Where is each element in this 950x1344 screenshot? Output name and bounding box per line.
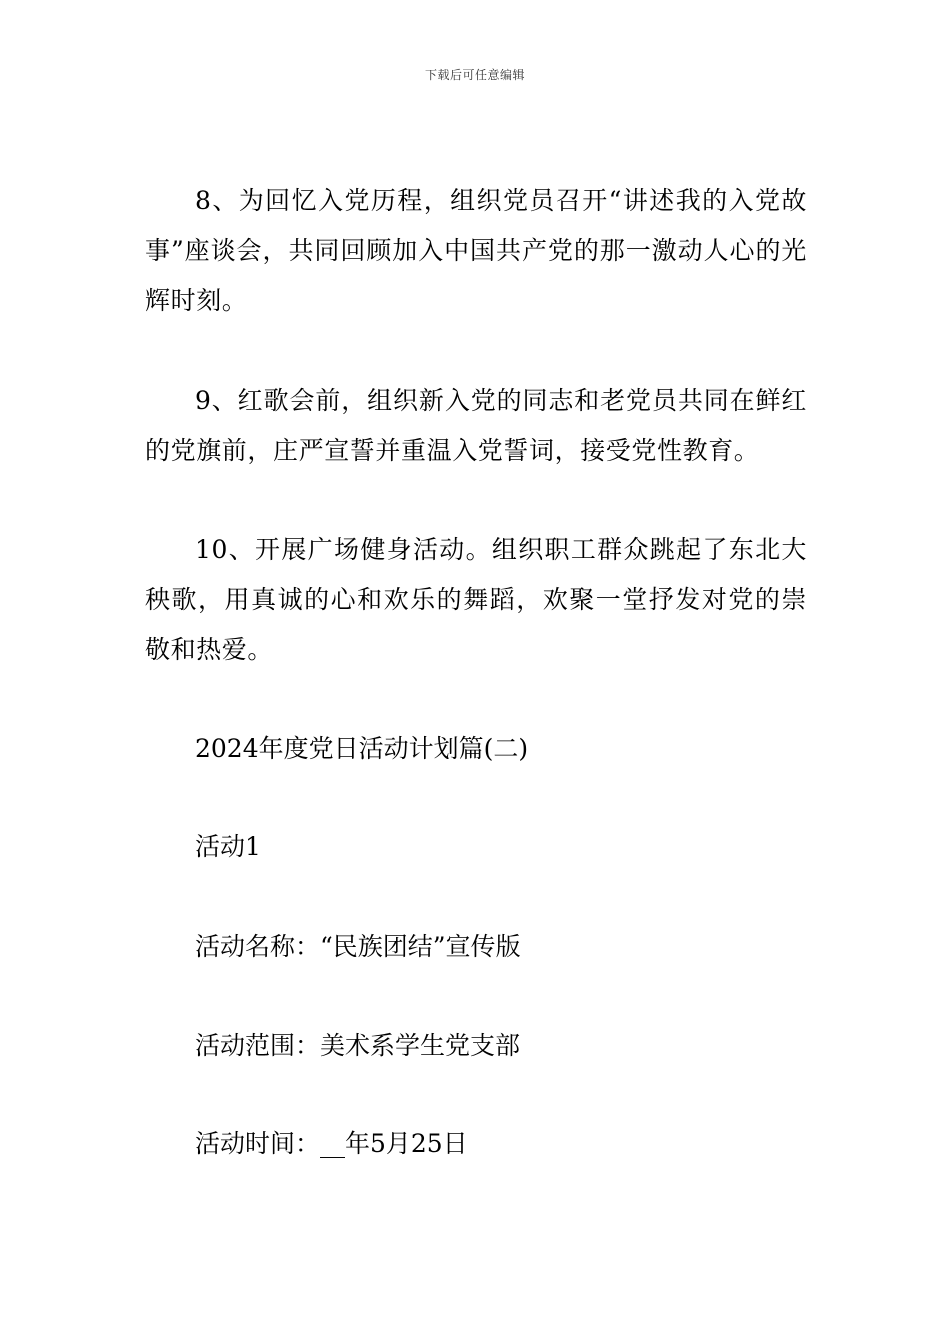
activity-heading: 活动1 [195,832,261,861]
activity-name: 活动名称：“民族团结”宣传版 [195,932,521,961]
activity-time: 活动时间：__年5月25日 [195,1129,468,1158]
paragraph-item-9: 9、红歌会前，组织新入党的同志和老党员共同在鲜红的党旗前，庄严宣誓并重温入党誓词，接受党性教育。 [145,386,807,465]
page-header: 下载后可任意编辑 [424,68,525,82]
paragraph-item-10: 10、开展广场健身活动。组织职工群众跳起了东北大秧歌，用真诚的心和欢乐的舞蹈，欢聚一堂抒发对党的崇敬和热爱。 [145,535,807,664]
section-title: 2024年度党日活动计划篇(二) [195,734,529,763]
paragraph-item-8: 8、为回忆入党历程，组织党员召开“讲述我的入党故事”座谈会，共同回顾加入中国共产党的那一激动人心的光辉时刻。 [145,186,807,315]
activity-scope: 活动范围：美术系学生党支部 [195,1031,521,1060]
